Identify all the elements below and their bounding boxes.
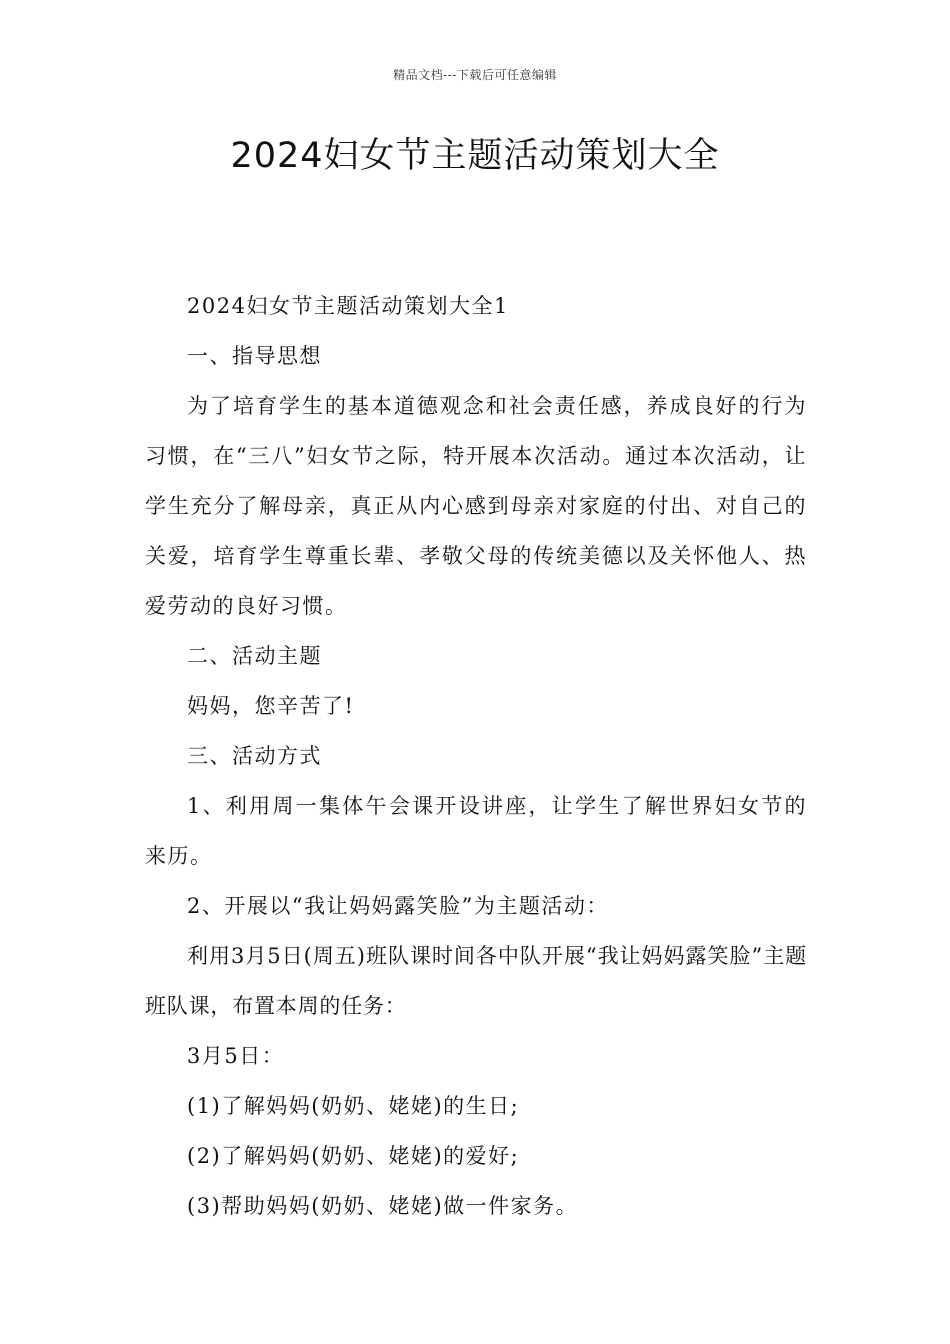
paragraph-activity-theme: 妈妈，您辛苦了! bbox=[187, 694, 355, 718]
heading-activity-method: 三、活动方式 bbox=[187, 744, 322, 768]
section-subtitle: 2024妇女节主题活动策划大全1 bbox=[187, 294, 509, 318]
heading-activity-theme: 二、活动主题 bbox=[187, 644, 322, 668]
document-body bbox=[145, 281, 807, 1231]
paragraph-method-1: 1、利用周一集体午会课开设讲座，让学生了解世界妇女节的来历。 bbox=[145, 794, 807, 868]
document-title: 2024妇女节主题活动策划大全 bbox=[230, 136, 720, 176]
header-note: 精品文档---下载后可任意编辑 bbox=[393, 68, 557, 82]
paragraph-method-2-detail: 利用3月5日(周五)班队课时间各中队开展“我让妈妈露笑脸”主题班队课，布置本周的任务： bbox=[145, 944, 807, 1018]
date-label: 3月5日： bbox=[187, 1044, 285, 1068]
paragraph-method-2: 2、开展以“我让妈妈露笑脸”为主题活动： bbox=[187, 894, 609, 918]
task-item-2: (2)了解妈妈(奶奶、姥姥)的爱好; bbox=[187, 1144, 520, 1168]
heading-guiding-thought: 一、指导思想 bbox=[187, 344, 322, 368]
task-item-1: (1)了解妈妈(奶奶、姥姥)的生日; bbox=[187, 1094, 520, 1118]
task-item-3: (3)帮助妈妈(奶奶、姥姥)做一件家务。 bbox=[187, 1194, 579, 1218]
paragraph-guiding-thought: 为了培育学生的基本道德观念和社会责任感，养成良好的行为习惯，在“三八”妇女节之际，特开展本次活动。通过本次活动，让学生充分了解母亲，真正从内心感到母亲对家庭的付出、对自己的关爱，培育学生尊重长辈、孝敬父母的传统美德以及关怀他人、热爱劳动的良好习惯。 bbox=[145, 394, 807, 618]
